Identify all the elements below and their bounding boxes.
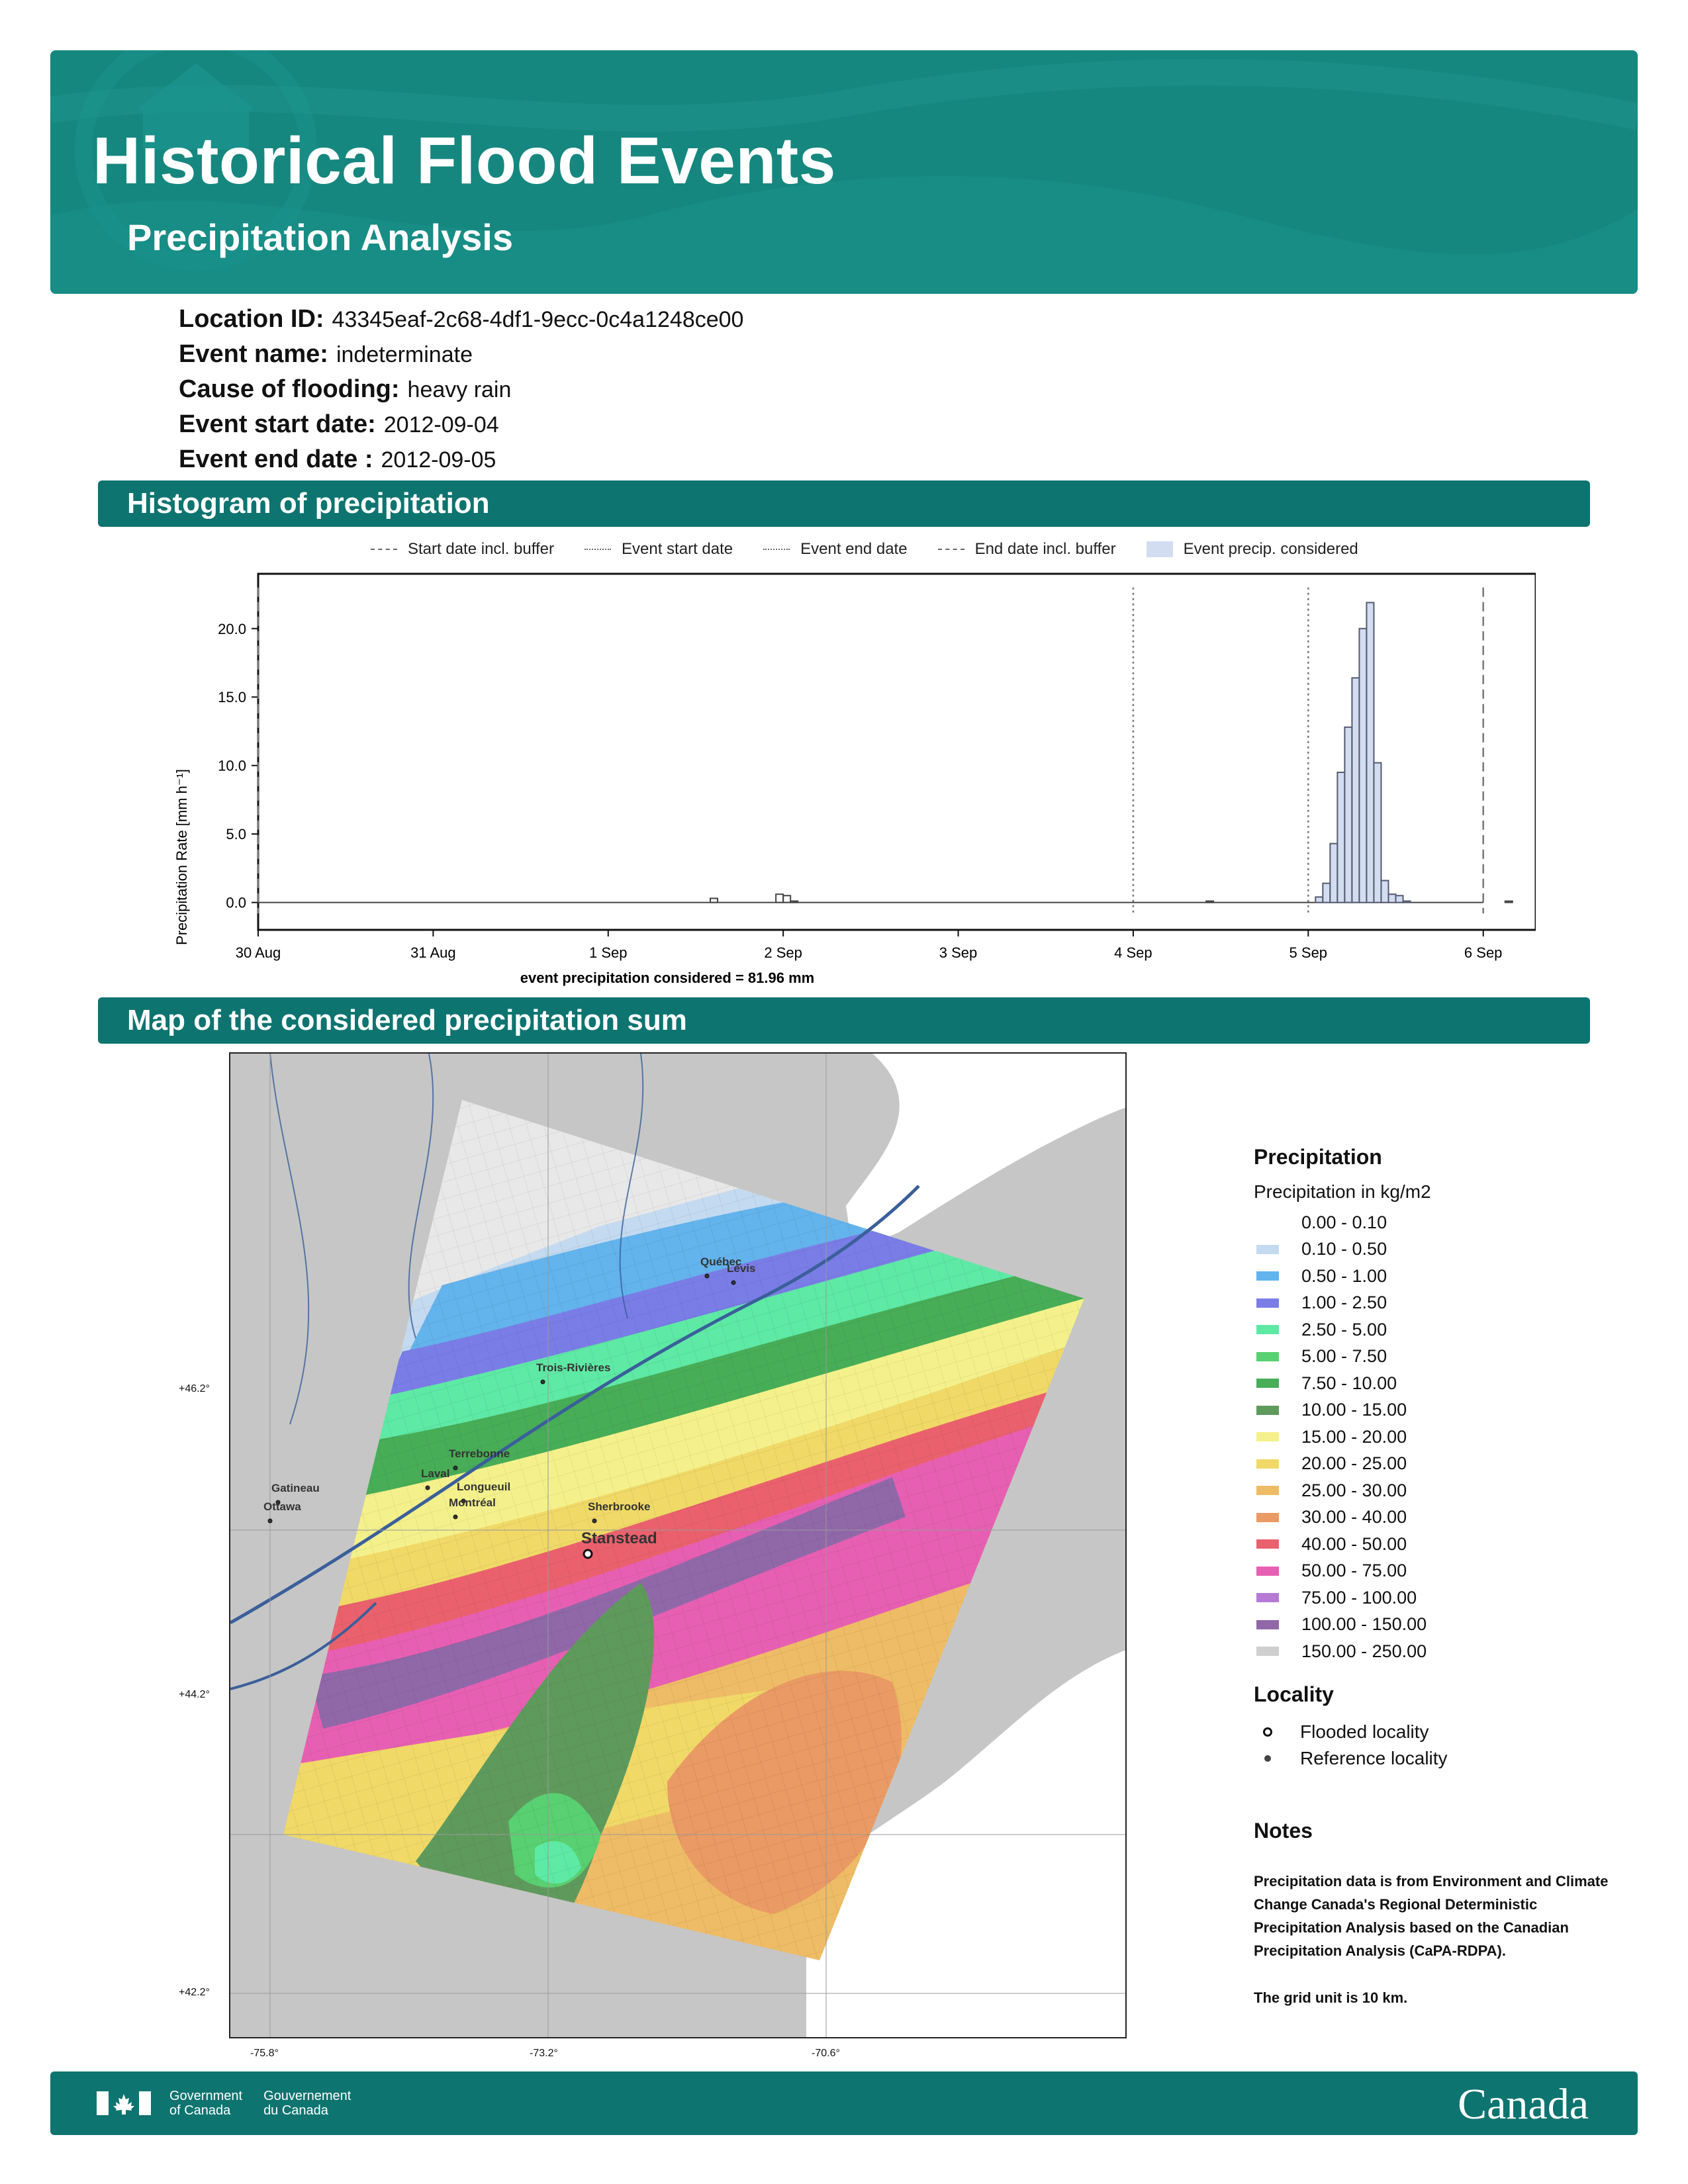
legend-class bbox=[1254, 1290, 1624, 1317]
considered-bar bbox=[1374, 763, 1381, 903]
legend-swatch bbox=[1256, 1298, 1279, 1308]
y-tick-label: 0.0 bbox=[226, 894, 246, 911]
legend-swatch bbox=[1256, 1513, 1279, 1522]
locality-legend-title: Locality bbox=[1254, 1682, 1334, 1706]
st-lawrence-estuary bbox=[846, 1054, 1127, 1252]
legend-class bbox=[1254, 1531, 1624, 1558]
gov-signature bbox=[97, 2089, 372, 2118]
reference-locality-marker bbox=[541, 1380, 545, 1384]
legend-class bbox=[1254, 1451, 1624, 1478]
precip-legend-title: Precipitation bbox=[1254, 1145, 1382, 1169]
legend-swatch bbox=[1256, 1567, 1279, 1576]
gov-en-2: of Canada bbox=[169, 2103, 231, 2118]
legend-start-buffer: Start date incl. buffer bbox=[371, 540, 554, 559]
cause-row bbox=[179, 372, 743, 407]
notes-title: Notes bbox=[1254, 1819, 1313, 1843]
legend-class bbox=[1254, 1209, 1624, 1236]
page-title: Historical Flood Events bbox=[93, 124, 836, 198]
considered-bar bbox=[1403, 901, 1411, 903]
notes-grid-unit: The grid unit is 10 km. bbox=[1254, 1989, 1408, 2006]
reference-locality-marker bbox=[731, 1281, 735, 1285]
considered-bar bbox=[1315, 897, 1323, 902]
notes-text: Precipitation data is from Environment and Climate Change Canada's Regional Deterministic Precipitation Analysis based on the Canadian Precipitation Analysis (CaPA-RDPA). bbox=[1254, 1873, 1609, 1959]
considered-bar bbox=[1366, 602, 1374, 902]
legend-class-label: 30.00 - 40.00 bbox=[1301, 1507, 1407, 1527]
considered-bar bbox=[1352, 678, 1359, 902]
legend-swatch bbox=[1256, 1352, 1279, 1361]
legend-class-label: 50.00 - 75.00 bbox=[1301, 1561, 1407, 1581]
place-label: Terrebonne bbox=[449, 1447, 510, 1460]
legend-class-label: 0.00 - 0.10 bbox=[1301, 1212, 1387, 1232]
x-tick-label: 3 Sep bbox=[939, 944, 978, 961]
legend-event-end: Event end date bbox=[763, 540, 907, 559]
gov-en-1: Government bbox=[169, 2089, 243, 2103]
legend-swatch bbox=[1256, 1406, 1279, 1415]
page-subtitle: Precipitation Analysis bbox=[127, 216, 513, 258]
legend-class bbox=[1254, 1370, 1624, 1397]
cause-label: Cause of flooding: bbox=[179, 375, 400, 403]
legend-class-label: 1.00 - 2.50 bbox=[1301, 1293, 1387, 1313]
legend-class bbox=[1254, 1316, 1624, 1343]
considered-bar bbox=[1359, 629, 1366, 903]
legend-class-label: 20.00 - 25.00 bbox=[1301, 1453, 1407, 1474]
legend-considered: Event precip. considered bbox=[1147, 540, 1358, 559]
canada-wordmark: Canada bbox=[1458, 2080, 1589, 2128]
legend-swatch bbox=[1256, 1486, 1279, 1495]
place-label: Gatineau bbox=[271, 1482, 320, 1494]
histogram-caption: event precipitation considered = 81.96 mm bbox=[520, 970, 815, 986]
legend-swatch bbox=[1256, 1379, 1279, 1388]
legend-class-label: 7.50 - 10.00 bbox=[1301, 1373, 1397, 1393]
place-label: Québec bbox=[700, 1255, 742, 1268]
considered-bar bbox=[1330, 844, 1337, 903]
legend-swatch bbox=[1256, 1218, 1279, 1227]
flooded-locality-marker bbox=[584, 1550, 592, 1558]
y-tick-label: 15.0 bbox=[218, 689, 246, 706]
canada-flag-icon bbox=[97, 2090, 151, 2116]
legend-class bbox=[1254, 1558, 1624, 1585]
lon-tick: -73.2° bbox=[530, 2048, 558, 2059]
map-section-title: Map of the considered precipitation sum bbox=[98, 997, 1590, 1044]
legend-class bbox=[1254, 1236, 1624, 1263]
location-id-label: Location ID: bbox=[179, 305, 324, 333]
legend-swatch bbox=[1256, 1245, 1279, 1254]
y-tick-label: 20.0 bbox=[218, 620, 246, 637]
map-legend bbox=[1254, 1145, 1624, 1772]
legend-class-label: 25.00 - 30.00 bbox=[1301, 1480, 1407, 1500]
start-date-label: Event start date: bbox=[179, 410, 376, 438]
map-canvas bbox=[230, 1054, 1127, 2038]
considered-bar bbox=[1323, 884, 1330, 903]
legend-flooded: Flooded locality bbox=[1254, 1719, 1624, 1745]
legend-class bbox=[1254, 1638, 1624, 1665]
legend-class-label: 5.00 - 7.50 bbox=[1301, 1346, 1387, 1367]
legend-end-buffer: End date incl. buffer bbox=[938, 540, 1116, 559]
footer bbox=[50, 2071, 1638, 2135]
legend-swatch bbox=[1256, 1647, 1279, 1656]
considered-bar bbox=[1337, 772, 1344, 903]
lon-tick: -75.8° bbox=[250, 2048, 279, 2059]
end-date-label: Event end date : bbox=[179, 445, 373, 473]
event-info bbox=[179, 302, 743, 477]
header-banner bbox=[50, 50, 1638, 294]
lon-tick: -70.6° bbox=[812, 2048, 840, 2059]
cause-value: heavy rain bbox=[407, 377, 512, 402]
y-axis-label: Precipitation Rate [mm h⁻¹] bbox=[173, 769, 190, 945]
reference-locality-marker bbox=[453, 1466, 457, 1470]
end-date-row bbox=[179, 442, 743, 477]
start-date-row bbox=[179, 407, 743, 442]
y-tick-label: 10.0 bbox=[218, 757, 246, 774]
location-id-row bbox=[179, 302, 743, 337]
legend-reference: Reference locality bbox=[1254, 1745, 1624, 1772]
x-tick-label: 31 Aug bbox=[410, 944, 456, 961]
legend-class-label: 40.00 - 50.00 bbox=[1301, 1533, 1407, 1554]
place-label: Sherbrooke bbox=[588, 1500, 651, 1513]
legend-swatch bbox=[1256, 1325, 1279, 1334]
end-date-value: 2012-09-05 bbox=[381, 447, 496, 473]
reference-locality-marker bbox=[268, 1519, 272, 1523]
x-tick-label: 30 Aug bbox=[235, 944, 281, 961]
event-name-label: Event name: bbox=[179, 340, 328, 368]
legend-swatch bbox=[1256, 1539, 1279, 1549]
legend-class bbox=[1254, 1343, 1624, 1371]
reference-locality-marker bbox=[453, 1515, 457, 1519]
legend-swatch bbox=[1256, 1593, 1279, 1602]
considered-bar bbox=[1344, 727, 1352, 903]
legend-class-label: 2.50 - 5.00 bbox=[1301, 1319, 1387, 1340]
x-tick-label: 6 Sep bbox=[1464, 944, 1503, 961]
legend-event-start: Event start date bbox=[585, 540, 733, 559]
precipitation-histogram bbox=[159, 566, 1536, 996]
legend-swatch bbox=[1256, 1432, 1279, 1441]
legend-class-label: 10.00 - 15.00 bbox=[1301, 1400, 1407, 1420]
start-date-value: 2012-09-04 bbox=[383, 412, 499, 437]
legend-class-label: 150.00 - 250.00 bbox=[1301, 1641, 1427, 1661]
legend-class-label: 100.00 - 150.00 bbox=[1301, 1614, 1427, 1635]
lat-tick: +44.2° bbox=[179, 1689, 210, 1700]
y-tick-label: 5.0 bbox=[226, 826, 246, 843]
legend-swatch bbox=[1256, 1459, 1279, 1469]
histogram-section-title: Histogram of precipitation bbox=[98, 480, 1590, 527]
x-tick-label: 4 Sep bbox=[1114, 944, 1152, 961]
place-label: Laval bbox=[421, 1467, 450, 1480]
x-tick-label: 5 Sep bbox=[1289, 944, 1328, 961]
place-label: Trois-Rivières bbox=[536, 1361, 611, 1374]
reference-locality-marker bbox=[426, 1486, 430, 1490]
legend-class bbox=[1254, 1263, 1624, 1290]
lat-tick: +46.2° bbox=[179, 1383, 210, 1394]
legend-swatch bbox=[1256, 1271, 1279, 1281]
legend-class-label: 75.00 - 100.00 bbox=[1301, 1587, 1417, 1608]
place-label: Longueuil bbox=[457, 1480, 511, 1493]
x-tick-label: 2 Sep bbox=[764, 944, 802, 961]
location-id-value: 43345eaf-2c68-4df1-9ecc-0c4a1248ce00 bbox=[332, 307, 744, 332]
considered-bar bbox=[1395, 895, 1403, 902]
notes bbox=[1254, 1819, 1611, 2009]
legend-class bbox=[1254, 1424, 1624, 1451]
place-label: Lévis bbox=[727, 1262, 756, 1275]
reference-locality-marker bbox=[592, 1519, 596, 1523]
legend-class-label: 15.00 - 20.00 bbox=[1301, 1426, 1407, 1447]
x-tick-label: 1 Sep bbox=[589, 944, 628, 961]
legend-class bbox=[1254, 1612, 1624, 1639]
precipitation-map[interactable] bbox=[229, 1052, 1127, 2038]
histogram-legend bbox=[371, 537, 1389, 561]
legend-class-label: 0.10 - 0.50 bbox=[1301, 1239, 1387, 1259]
legend-class bbox=[1254, 1397, 1624, 1424]
flooded-marker-icon bbox=[1263, 1727, 1272, 1737]
legend-class bbox=[1254, 1477, 1624, 1504]
considered-bar bbox=[1381, 881, 1388, 903]
considered-bar bbox=[1388, 894, 1395, 902]
legend-class-label: 0.50 - 1.00 bbox=[1301, 1265, 1387, 1286]
place-label: Stanstead bbox=[581, 1529, 657, 1547]
gov-fr-1: Gouvernement bbox=[263, 2089, 352, 2103]
legend-class bbox=[1254, 1504, 1624, 1531]
event-name-value: indeterminate bbox=[336, 342, 473, 367]
precip-legend-subtitle: Precipitation in kg/m2 bbox=[1254, 1181, 1431, 1202]
reference-marker-icon bbox=[1264, 1755, 1271, 1762]
event-name-row bbox=[179, 337, 743, 372]
gov-fr-2: du Canada bbox=[263, 2103, 328, 2118]
reference-locality-marker bbox=[705, 1274, 709, 1278]
legend-swatch bbox=[1256, 1620, 1279, 1629]
place-label: Ottawa bbox=[263, 1500, 301, 1513]
lat-tick: +42.2° bbox=[179, 1987, 210, 1998]
place-label: Montréal bbox=[449, 1496, 496, 1509]
legend-class bbox=[1254, 1584, 1624, 1612]
